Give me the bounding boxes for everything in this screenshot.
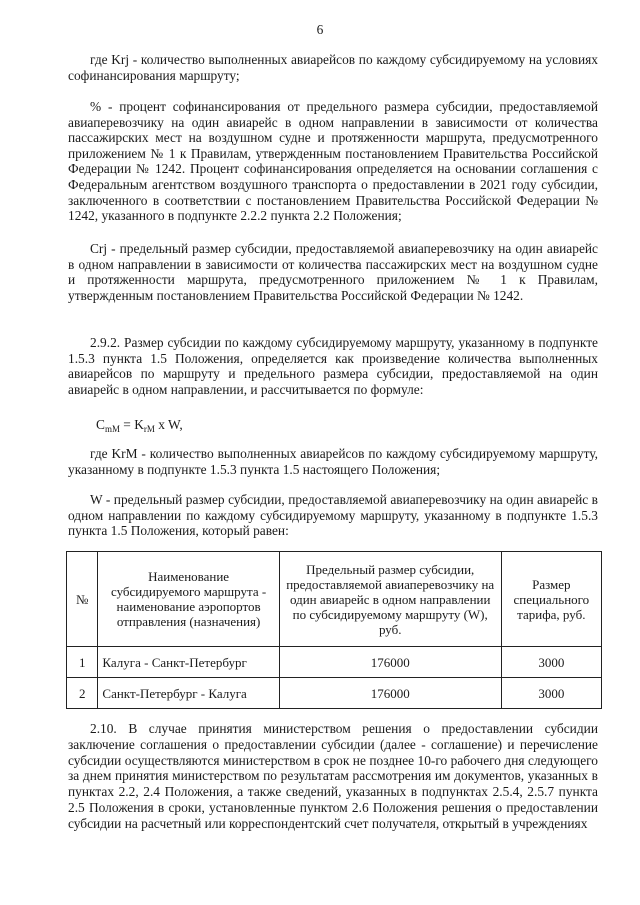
- paragraph-text: где KrM - количество выполненных авиарейсов по каждому субсидируемому маршруту, указанному в подпункте 1.5.3 пункта 1.5 настоящего Положения;: [68, 446, 598, 477]
- cell-tariff: 3000: [501, 678, 601, 709]
- paragraph-text: 2.10. В случае принятия министерством решения о предоставлении субсидии заключение соглашения о предоставлении субсидии (далее - соглашение) и перечисление субсидии осуществляются министерством в срок не позднее 10-го рабочего дня следующего за днем принятия министерством по результатам рассмотрения им документов, указанных в пунктах 2.2, 2.4 Положения, а также сведений, указанных в подпунктах 2.5.4, 2.5.7 пункта 2.5 Положения в сроки, установленные пунктом 2.6 Положения решения о предоставлении субсидии на расчетный или корреспондентский счет получателя, открытый в учреждениях: [68, 721, 598, 831]
- header-num: №: [67, 552, 98, 647]
- header-route: Наименование субсидируемого маршрута - наименование аэропортов отправления (назначения): [98, 552, 279, 647]
- formula-c-sub: mM: [104, 424, 120, 434]
- paragraph-text: где Krj - количество выполненных авиарейсов по каждому субсидируемому на условиях софинансирования маршруту;: [68, 52, 598, 83]
- paragraph-2-10: [68, 721, 598, 832]
- paragraph-crj: [68, 241, 598, 303]
- header-tariff: Размер специального тарифа, руб.: [501, 552, 601, 647]
- paragraph-2-9-2: [68, 335, 598, 397]
- paragraph-percent: [68, 99, 598, 224]
- formula-eq: = K: [119, 417, 144, 432]
- cell-route: Санкт-Петербург - Калуга: [98, 678, 279, 709]
- table-header-row: [67, 552, 602, 647]
- formula-k-sub: rM: [143, 424, 155, 434]
- paragraph-text: % - процент софинансирования от предельного размера субсидии, предоставляемой авиаперевозчику на один авиарейс в одном направлении в зависимости от количества пассажирских мест на воздушном судне и протяженности маршрута, предусмотренного приложением № 1 к Правилам, утвержденным постановлением Правительства Российской Федерации № 1242. Процент софинансирования определяется на основании соглашения с Федеральным агентством воздушного транспорта о предоставлении в 2021 году субсидии, заключенного в соответствии с постановлением Правительства Российской Федерации № 1242, указанного в подпункте 2.2.2 пункта 2.2 Положения;: [68, 99, 598, 224]
- paragraph-w: [68, 492, 598, 539]
- paragraph-text: 2.9.2. Размер субсидии по каждому субсидируемому маршруту, указанному в подпункте 1.5.3 пункта 1.5 Положения, определяется как произведение количества выполненных авиарейсов по маршруту и предельного размера субсидии, предоставляемой на один авиарейс в одном направлении, и рассчитывается по формуле:: [68, 335, 598, 397]
- cell-max-subsidy: 176000: [279, 647, 501, 678]
- page-number: 6: [316, 22, 324, 37]
- cell-max-subsidy: 176000: [279, 678, 501, 709]
- cell-route: Калуга - Санкт-Петербург: [98, 647, 279, 678]
- formula-tail: x W,: [154, 417, 183, 432]
- header-max-subsidy: Предельный размер субсидии, предоставляемой авиаперевозчику на один авиарейс в одном направлении по субсидируемому маршруту (W), руб.: [279, 552, 501, 647]
- paragraph-krj: [68, 52, 598, 83]
- paragraph-text: Crj - предельный размер субсидии, предоставляемой авиаперевозчику на один авиарейс в одном направлении в зависимости от количества пассажирских мест на воздушном судне и протяженности маршрута, предусмотренного приложением № 1 к Правилам, утвержденным постановлением Правительства Российской Федерации № 1242.: [68, 241, 598, 303]
- paragraph-text: W - предельный размер субсидии, предоставляемой авиаперевозчику на один авиарейс в одном направлении по каждому субсидируемому маршруту, указанному в подпункте 1.5.3 пункта 1.5 Положения, который равен:: [68, 492, 598, 539]
- table-row: [67, 647, 602, 678]
- cell-num: 1: [67, 647, 98, 678]
- formula-c: C: [96, 417, 105, 432]
- table-row: [67, 678, 602, 709]
- cell-num: 2: [67, 678, 98, 709]
- subsidy-table: [66, 551, 602, 709]
- cell-tariff: 3000: [501, 647, 601, 678]
- paragraph-krm: [68, 446, 598, 477]
- formula: [96, 417, 183, 438]
